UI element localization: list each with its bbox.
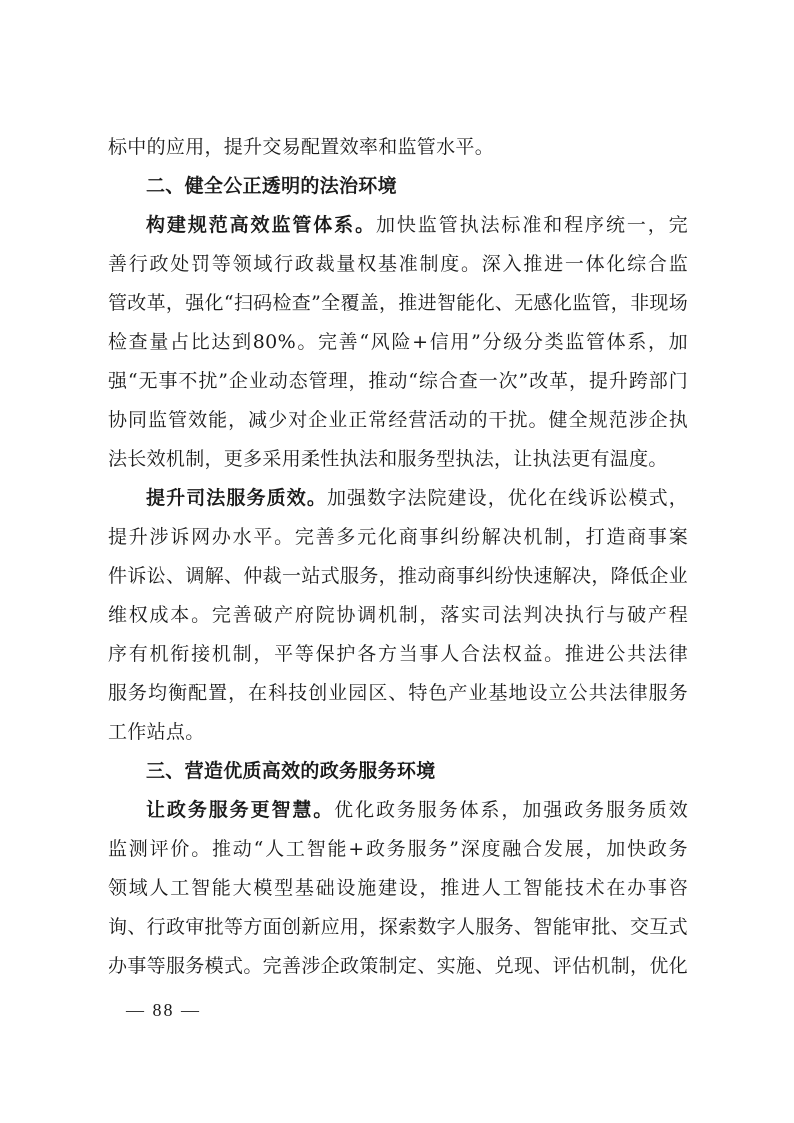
paragraph-text: 优化政务服务体系，加强政务服务质效 — [334, 799, 688, 821]
paragraph-lead: 让政务服务更智慧。 — [146, 799, 335, 821]
section-heading-3: 三、营造优质高效的政务服务环境 — [146, 760, 436, 782]
paragraph-line: 监测评价。推动“人工智能+政务服务”深度融合发展，加快政务 — [108, 838, 688, 860]
paragraph-line: 工作站点。 — [108, 721, 205, 743]
paragraph-text: 加强数字法院建设，优化在线诉讼模式， — [326, 487, 688, 509]
paragraph-line: 强“无事不扰”企业动态管理，推动“综合查一次”改革，提升跨部门 — [108, 370, 688, 392]
paragraph-line: 协同监管效能，减少对企业正常经营活动的干扰。健全规范涉企执 — [108, 409, 688, 431]
page-number: — 88 — — [126, 1000, 201, 1020]
paragraph-line: 领域人工智能大模型基础设施建设，推进人工智能技术在办事咨 — [108, 877, 688, 899]
paragraph-line: 提升涉诉网办水平。完善多元化商事纠纷解决机制，打造商事案 — [108, 526, 688, 548]
paragraph-line: 维权成本。完善破产府院协调机制，落实司法判决执行与破产程 — [108, 604, 688, 626]
paragraph-lead: 构建规范高效监管体系。 — [146, 214, 376, 236]
paragraph-line: 序有机衔接机制，平等保护各方当事人合法权益。推进公共法律 — [108, 643, 688, 665]
section-heading-2: 二、健全公正透明的法治环境 — [146, 175, 397, 197]
paragraph-line — [108, 479, 688, 518]
paragraph-line: 服务均衡配置，在科技创业园区、特色产业基地设立公共法律服务 — [108, 682, 688, 704]
document-body — [108, 128, 688, 986]
paragraph-line: 法长效机制，更多采用柔性执法和服务型执法，让执法更有温度。 — [108, 448, 668, 470]
paragraph-line: 询、行政审批等方面创新应用，探索数字人服务、智能审批、交互式 — [108, 916, 688, 938]
paragraph-line — [108, 206, 688, 245]
paragraph-line: 标中的应用，提升交易配置效率和监管水平。 — [108, 136, 495, 158]
paragraph-line: 管改革，强化“扫码检查”全覆盖，推进智能化、无感化监管，非现场 — [108, 292, 688, 314]
paragraph-line — [108, 791, 688, 830]
paragraph-line: 办事等服务模式。完善涉企政策制定、实施、兑现、评估机制，优化 — [108, 955, 688, 977]
paragraph-lead: 提升司法服务质效。 — [146, 487, 327, 509]
paragraph-line: 检查量占比达到80%。完善“风险+信用”分级分类监管体系，加 — [108, 331, 688, 353]
paragraph-line: 件诉讼、调解、仲裁一站式服务，推动商事纠纷快速解决，降低企业 — [108, 565, 688, 587]
paragraph-line: 善行政处罚等领域行政裁量权基准制度。深入推进一体化综合监 — [108, 253, 688, 275]
paragraph-text: 加快监管执法标准和程序统一，完 — [375, 214, 688, 236]
